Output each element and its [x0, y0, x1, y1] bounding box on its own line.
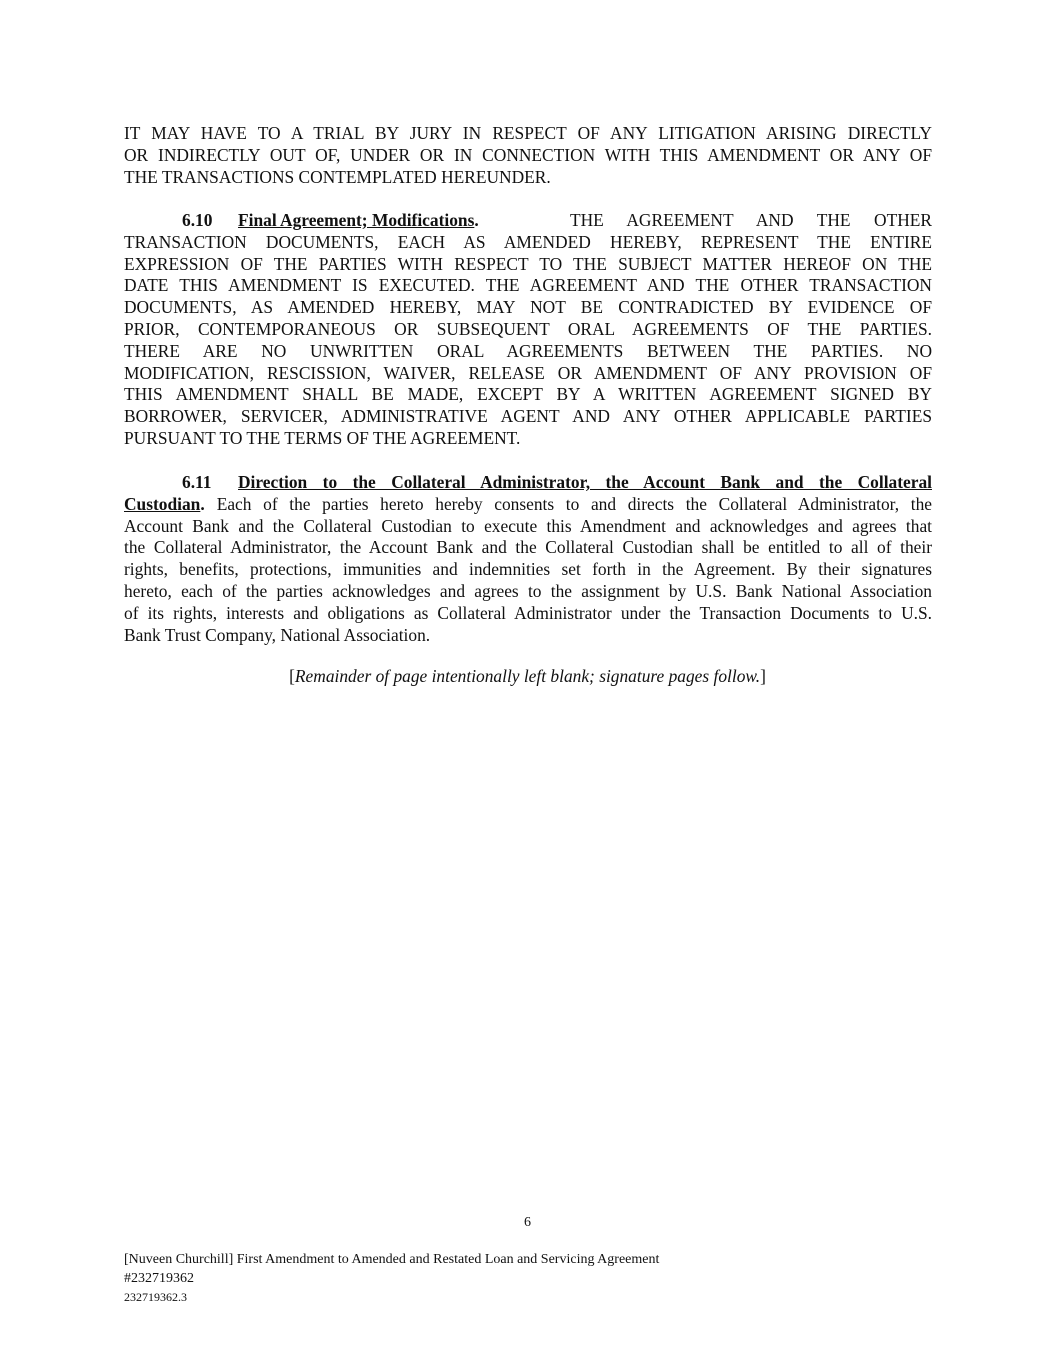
text-line: of its rights, interests and obligations as Collateral Administrator under the Transaction Documents to U.S. — [124, 602, 932, 623]
text-line: EXPRESSION OF THE PARTIES WITH RESPECT TO THE SUBJECT MATTER HEREOF ON THE — [124, 253, 932, 274]
heading-line-rest: Each of the parties hereto hereby consents to and directs the Collateral Administrator, the — [216, 493, 932, 514]
text-line: OR INDIRECTLY OUT OF, UNDER OR IN CONNECTION WITH THIS AMENDMENT OR ANY OF — [124, 144, 932, 165]
bracket: [ — [289, 666, 295, 686]
continuation-paragraph — [124, 123, 932, 188]
text-line: TRANSACTION DOCUMENTS, EACH AS AMENDED HEREBY, REPRESENT THE ENTIRE — [124, 231, 932, 252]
section-number: 6.11 — [182, 472, 212, 492]
text-line: hereto, each of the parties acknowledges and agrees to the assignment by U.S. Bank National Association — [124, 580, 932, 601]
text-line: DOCUMENTS, AS AMENDED HEREBY, MAY NOT BE CONTRADICTED BY EVIDENCE OF — [124, 297, 932, 318]
page-number: 6 — [524, 1215, 531, 1230]
text-line: THIS AMENDMENT SHALL BE MADE, EXCEPT BY A WRITTEN AGREEMENT SIGNED BY — [124, 384, 932, 405]
text-line: PURSUANT TO THE TERMS OF THE AGREEMENT. — [124, 427, 521, 448]
text-line: DATE THIS AMENDMENT IS EXECUTED. THE AGREEMENT AND THE OTHER TRANSACTION — [124, 275, 932, 296]
text-line: PRIOR, CONTEMPORANEOUS OR SUBSEQUENT ORAL AGREEMENTS OF THE PARTIES. — [124, 318, 932, 339]
remainder-text: Remainder of page intentionally left blank; signature pages follow. — [294, 666, 761, 686]
footer-doc-id: #232719362 — [124, 1270, 194, 1286]
heading-line-rest: THE AGREEMENT AND THE OTHER — [570, 210, 932, 230]
text-line: THERE ARE NO UNWRITTEN ORAL AGREEMENTS BETWEEN THE PARTIES. NO — [124, 340, 932, 361]
text-line: BORROWER, SERVICER, ADMINISTRATIVE AGENT AND ANY OTHER APPLICABLE PARTIES — [124, 406, 932, 427]
heading-punct: . — [200, 493, 205, 514]
section-heading: Direction to the Collateral Administrator, the Account Bank and the Collateral — [238, 472, 932, 492]
section-6-11 — [124, 472, 932, 646]
text-line: Bank Trust Company, National Association. — [124, 624, 431, 645]
text-line: MODIFICATION, RESCISSION, WAIVER, RELEASE OR AMENDMENT OF ANY PROVISION OF — [124, 362, 932, 383]
section-heading-cont: Custodian — [124, 493, 201, 514]
section-6-10 — [124, 210, 932, 450]
text-line: the Collateral Administrator, the Account Bank and the Collateral Custodian shall be entitled to all of their — [124, 537, 932, 558]
section-heading-line — [124, 472, 932, 494]
text-line: Account Bank and the Collateral Custodian to execute this Amendment and acknowledges and agrees that — [124, 515, 932, 536]
section-number: 6.10 — [182, 210, 213, 230]
section-heading: Final Agreement; Modifications — [238, 210, 475, 230]
heading-punct: . — [474, 210, 479, 230]
remainder-note — [0, 666, 1055, 687]
bracket: ] — [760, 666, 766, 686]
text-line: rights, benefits, protections, immunities and indemnities set forth in the Agreement. By their signatures — [124, 559, 932, 580]
section-heading-line — [124, 210, 932, 232]
footer — [124, 1251, 659, 1307]
text-line: THE TRANSACTIONS CONTEMPLATED HEREUNDER. — [124, 166, 551, 187]
footer-title: [Nuveen Churchill] First Amendment to Amended and Restated Loan and Servicing Agreement — [124, 1252, 660, 1267]
footer-version: 232719362.3 — [124, 1290, 187, 1304]
text-line — [124, 494, 932, 516]
text-line: IT MAY HAVE TO A TRIAL BY JURY IN RESPECT OF ANY LITIGATION ARISING DIRECTLY — [124, 123, 932, 143]
